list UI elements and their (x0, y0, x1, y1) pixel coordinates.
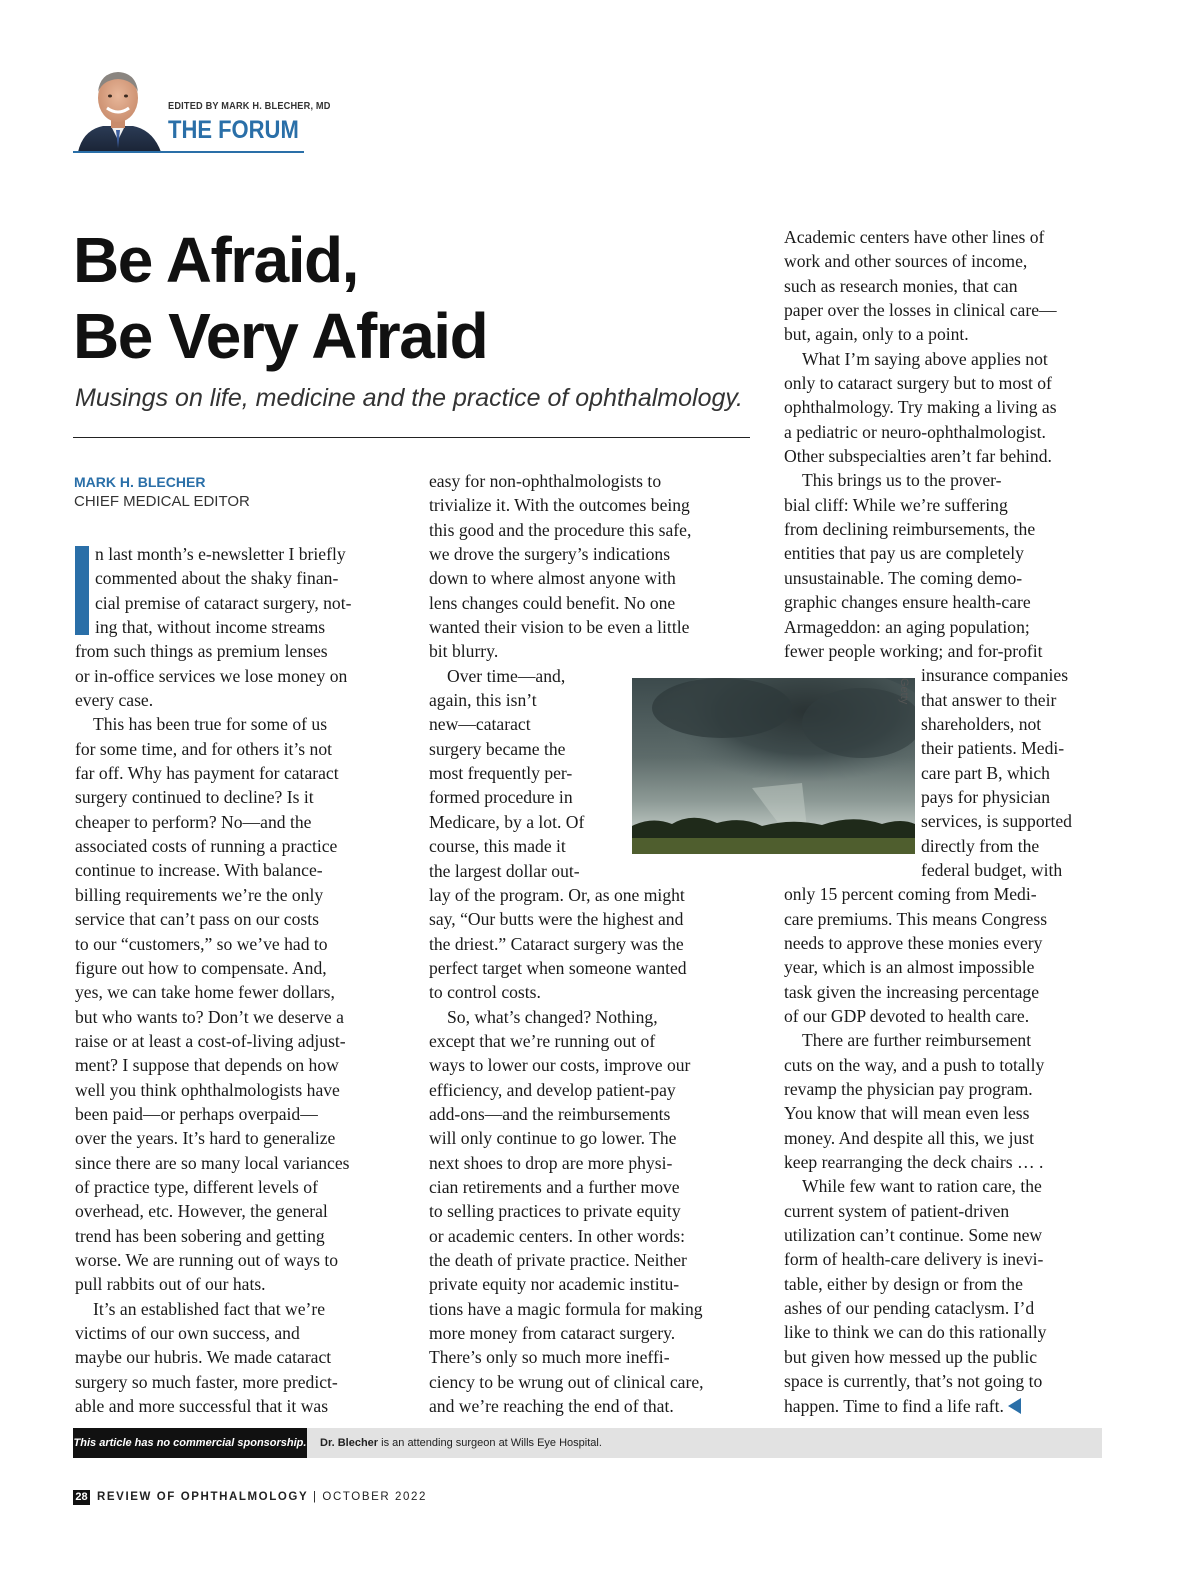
text-line: but given how messed up the public (784, 1346, 1038, 1367)
text-line: add-ons—and the reimbursements (429, 1103, 671, 1124)
text-line: There’s only so much more ineffi- (429, 1347, 670, 1368)
text-line: that answer to their (921, 689, 1057, 710)
text-line: It’s an established fact that we’re (93, 1298, 326, 1319)
affiliation-text: is an attending surgeon at Wills Eye Hospital. (378, 1437, 602, 1449)
text-line: perfect target when someone wanted (429, 957, 687, 978)
text-line: will only continue to go lower. The (429, 1128, 677, 1149)
author-affiliation (320, 1428, 602, 1458)
text-line: or academic centers. In other words: (429, 1225, 685, 1246)
text-line: associated costs of running a practice (75, 836, 338, 857)
text-line: of our GDP devoted to health care. (784, 1006, 1030, 1026)
text-line: we drove the surgery’s indications (429, 544, 671, 565)
text-line: maybe our hubris. We made cataract (75, 1347, 332, 1368)
text-line: Armageddon: an aging population; (784, 616, 1030, 637)
section-underline (73, 151, 304, 153)
text-line: form of health-care delivery is inevi- (784, 1249, 1044, 1270)
sponsorship-note: This article has no commercial sponsorship. (73, 1428, 307, 1458)
text-line: but who wants to? Don’t we deserve a (75, 1006, 344, 1027)
text-line: a pediatric or neuro-ophthalmologist. (784, 421, 1046, 442)
drop-cap-bar (75, 546, 89, 635)
title-line-1: Be Afraid, (73, 224, 358, 296)
text-line: raise or at least a cost-of-living adjust- (75, 1030, 346, 1051)
text-line: paper over the losses in clinical care— (784, 300, 1057, 321)
text-line: cial premise of cataract surgery, not- (95, 592, 352, 613)
edited-by-credit: EDITED BY MARK H. BLECHER, MD (168, 101, 331, 112)
text-line: Over time—and, (447, 665, 566, 686)
text-line: over the years. It’s hard to generalize (75, 1128, 336, 1149)
text-line: There are further reimbursement (802, 1030, 1032, 1051)
photo-credit: Getty (898, 678, 910, 705)
text-line: new—cataract (429, 714, 531, 735)
text-line: from declining reimbursements, the (784, 519, 1036, 540)
text-line: private equity nor academic institu- (429, 1274, 680, 1295)
text-line: Other subspecialties aren’t far behind. (784, 446, 1052, 467)
text-line: figure out how to compensate. And, (75, 957, 327, 978)
text-line: keep rearranging the deck chairs … . (784, 1152, 1044, 1173)
text-line: ashes of our pending cataclysm. I’d (784, 1298, 1035, 1319)
article-column-1 (75, 542, 395, 1418)
text-line: ing that, without income streams (95, 617, 326, 638)
text-line: You know that will mean even less (784, 1103, 1030, 1124)
text-line: to control costs. (429, 982, 541, 1003)
text-line: for some time, and for others it’s not (75, 738, 333, 759)
section-title: THE FORUM (168, 116, 299, 144)
text-line: or in-office services we lose money on (75, 665, 348, 686)
text-line: such as research monies, that can (784, 275, 1018, 296)
text-line: tions have a magic formula for making (429, 1298, 703, 1319)
text-line: the driest.” Cataract surgery was the (429, 933, 684, 954)
text-line: except that we’re running out of (429, 1030, 656, 1051)
text-line: happen. Time to find a life raft. (784, 1394, 1104, 1418)
text-line: money. And despite all this, we just (784, 1127, 1035, 1148)
text-line: their patients. Medi- (921, 738, 1065, 759)
text-line: since there are so many local variances (75, 1152, 350, 1173)
text-line: say, “Our butts were the highest and (429, 909, 684, 930)
text-line: but, again, only to a point. (784, 324, 969, 345)
text-line: Medicare, by a lot. Of (429, 811, 585, 832)
text-line: cian retirements and a further move (429, 1176, 680, 1197)
article-title (73, 222, 733, 374)
text-line: able and more successful that it was (75, 1396, 329, 1417)
text-line: cheaper to perform? No—and the (75, 811, 312, 832)
text-line: and we’re reaching the end of that. (429, 1396, 674, 1417)
text-line: What I’m saying above applies not (802, 348, 1048, 369)
text-line: easy for non-ophthalmologists to (429, 471, 662, 491)
text-line: needs to approve these monies every (784, 932, 1043, 953)
text-line: ophthalmology. Try making a living as (784, 397, 1057, 418)
text-line: lens changes could benefit. No one (429, 592, 676, 613)
text-line: worse. We are running out of ways to (75, 1249, 339, 1270)
author-role: CHIEF MEDICAL EDITOR (74, 493, 250, 510)
text-line: trivialize it. With the outcomes being (429, 495, 690, 516)
text-line: care part B, which (921, 762, 1050, 783)
folio-separator: | (308, 1491, 323, 1503)
text-line: efficiency, and develop patient-pay (429, 1079, 676, 1100)
text-line: to our “customers,” so we’ve had to (75, 933, 328, 954)
text-line: work and other sources of income, (784, 251, 1028, 272)
text-line: every case. (75, 690, 154, 711)
text-line: This has been true for some of us (93, 714, 328, 735)
text-line: billing requirements we’re the only (75, 884, 324, 905)
text-line: n last month’s e-newsletter I briefly (95, 544, 346, 564)
folio-line (97, 1490, 427, 1505)
text-line: most frequently per- (429, 763, 573, 784)
text-line: wanted their vision to be even a little (429, 617, 690, 638)
text-line: lay of the program. Or, as one might (429, 884, 685, 905)
text-line: entities that pay us are completely (784, 543, 1024, 564)
text-line: graphic changes ensure health-care (784, 592, 1031, 613)
text-line: This brings us to the prover- (802, 470, 1002, 491)
title-divider (73, 437, 750, 438)
text-line: directly from the (921, 835, 1040, 856)
text-line: care premiums. This means Congress (784, 908, 1048, 929)
text-line: more money from cataract surgery. (429, 1323, 676, 1344)
text-line: revamp the physician pay program. (784, 1079, 1033, 1100)
text-line: only to cataract surgery but to most of (784, 373, 1052, 394)
text-line: yes, we can take home fewer dollars, (75, 982, 335, 1003)
text-line: cuts on the way, and a push to totally (784, 1054, 1045, 1075)
text-line: unsustainable. The coming demo- (784, 567, 1023, 588)
affiliation-name: Dr. Blecher (320, 1437, 379, 1449)
text-line: overhead, etc. However, the general (75, 1201, 328, 1222)
text-line: surgery became the (429, 738, 566, 759)
text-line: ways to lower our costs, improve our (429, 1055, 691, 1076)
author-portrait (73, 68, 163, 152)
text-line: insurance companies (921, 665, 1069, 686)
text-line: bial cliff: While we’re suffering (784, 494, 1008, 515)
text-line: like to think we can do this rationally (784, 1322, 1047, 1343)
text-line: the death of private practice. Neither (429, 1250, 687, 1270)
text-line: from such things as premium lenses (75, 641, 328, 662)
article-subtitle: Musings on life, medicine and the practice of ophthalmology. (75, 384, 743, 412)
article-column-2 (429, 469, 749, 1418)
text-line: current system of patient-driven (784, 1200, 1010, 1221)
text-line: continue to increase. With balance- (75, 860, 323, 881)
text-line: space is currently, that’s not going to (784, 1371, 1043, 1392)
text-line: shareholders, not (921, 713, 1042, 734)
text-line: far off. Why has payment for cataract (75, 763, 339, 784)
text-line: task given the increasing percentage (784, 981, 1039, 1002)
text-line: again, this isn’t (429, 690, 537, 711)
text-line: fewer people working; and for-profit (784, 640, 1043, 661)
text-line: this good and the procedure this safe, (429, 519, 692, 540)
text-line: pull rabbits out of our hats. (75, 1274, 266, 1295)
text-line: course, this made it (429, 836, 566, 857)
text-line: federal budget, with (921, 859, 1063, 880)
text-line: services, is supported (921, 811, 1072, 832)
text-line: to selling practices to private equity (429, 1201, 681, 1222)
text-line: trend has been sobering and getting (75, 1225, 325, 1246)
text-line: formed procedure in (429, 787, 573, 808)
text-line: While few want to ration care, the (802, 1176, 1042, 1197)
text-line: So, what’s changed? Nothing, (447, 1006, 658, 1027)
text-line: of practice type, different levels of (75, 1176, 318, 1197)
text-line: utilization can’t continue. Some new (784, 1225, 1043, 1246)
publication-name: REVIEW OF OPHTHALMOLOGY (97, 1491, 309, 1503)
text-line: the largest dollar out- (429, 860, 580, 881)
text-line: victims of our own success, and (75, 1323, 300, 1343)
text-line: next shoes to drop are more physi- (429, 1152, 673, 1173)
issue-date: OCTOBER 2022 (322, 1491, 428, 1503)
text-line: pays for physician (921, 786, 1050, 807)
text-line: surgery continued to decline? Is it (75, 787, 314, 808)
text-line: ment? I suppose that depends on how (75, 1055, 339, 1076)
text-line: service that can’t pass on our costs (75, 909, 319, 930)
text-line: well you think ophthalmologists have (75, 1079, 340, 1100)
text-line: bit blurry. (429, 641, 499, 662)
page-number: 28 (73, 1490, 90, 1505)
text-line: commented about the shaky finan- (95, 568, 339, 589)
storm-cloud-photo (632, 678, 915, 854)
text-line: table, either by design or from the (784, 1273, 1023, 1294)
text-line: ciency to be wrung out of clinical care, (429, 1371, 704, 1392)
title-line-2: Be Very Afraid (73, 300, 488, 372)
text-line: been paid—or perhaps overpaid— (75, 1103, 318, 1124)
text-line: Academic centers have other lines of (784, 227, 1045, 247)
author-name: MARK H. BLECHER (74, 474, 206, 490)
text-line: year, which is an almost impossible (784, 957, 1035, 978)
end-of-article-icon (1008, 1398, 1021, 1414)
text-line: down to where almost anyone with (429, 568, 676, 589)
text-line: only 15 percent coming from Medi- (784, 884, 1037, 905)
text-line: surgery so much faster, more predict- (75, 1371, 338, 1392)
